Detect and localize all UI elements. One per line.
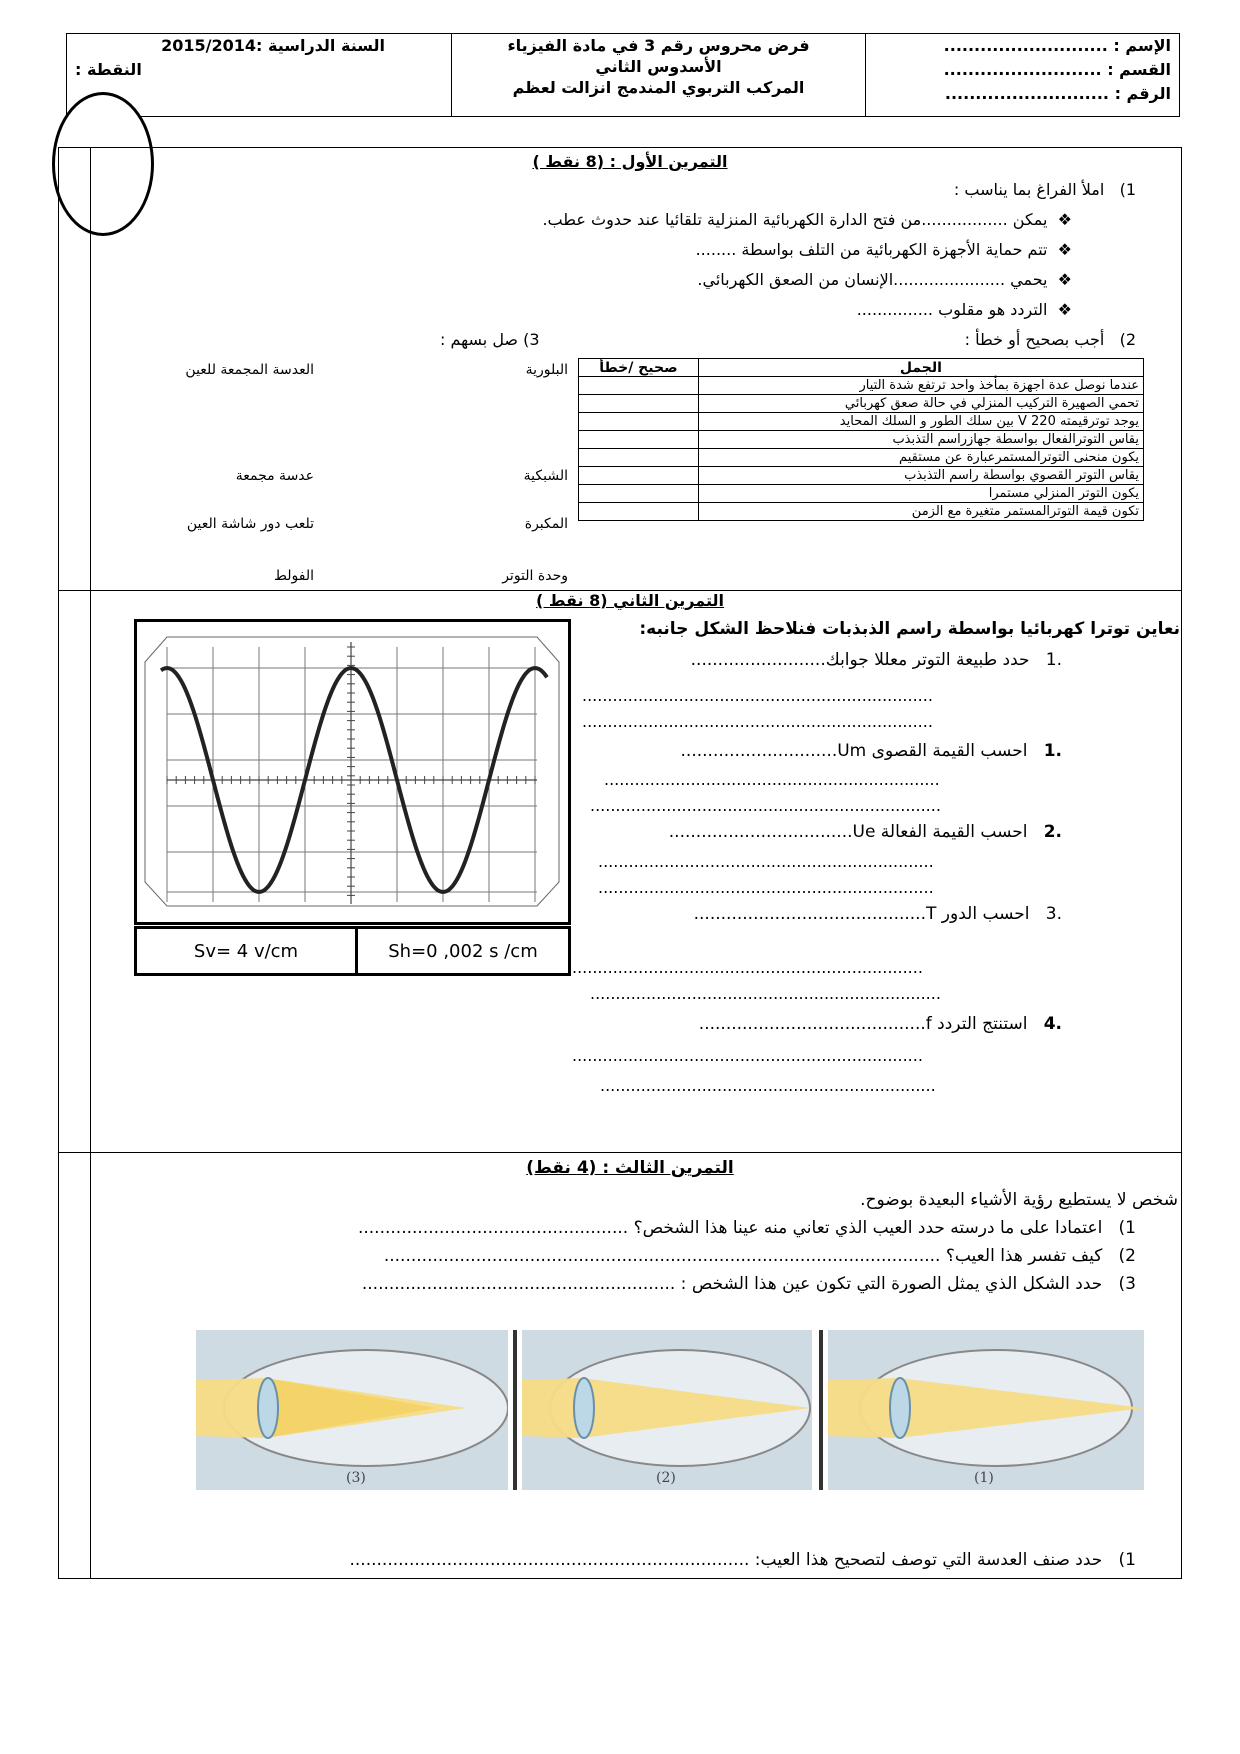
bullet-icon: ❖ (1057, 210, 1072, 229)
ex1-q1-text: املأ الفراغ بما يناسب : (953, 180, 1105, 199)
answer-cell[interactable] (579, 413, 699, 431)
match-left-item[interactable]: الشبكية (523, 468, 568, 484)
answer-dots: ..................................................................... (582, 712, 933, 731)
margin-column-line (90, 147, 91, 1579)
ex2-q-b (681, 741, 1062, 761)
ex2-q-a (691, 650, 1062, 670)
ex1-q3: 3) صل بسهم : (440, 330, 540, 349)
ex1-bullet-2-text: تتم حماية الأجهزة الكهربائية من التلف بواسطة ........ (695, 240, 1048, 259)
table-row (579, 431, 1144, 449)
ex3-title: التمرين الثالث : (4 نقط) (526, 1158, 734, 1178)
ex3-intro: شخص لا يستطيع رؤية الأشياء البعيدة بوضوح. (860, 1190, 1178, 1210)
sentence-cell: تكون قيمة التوترالمستمر متغيرة مع الزمن (698, 503, 1143, 521)
table-row (579, 377, 1144, 395)
ex2-q-e-text: استنتج التردد f.......................................... (698, 1014, 1028, 1034)
oscilloscope-frame (134, 619, 571, 925)
class-dots: .......................... (943, 60, 1102, 79)
eye-figure-3[interactable] (196, 1330, 508, 1490)
ex1-q2-text: أجب بصحيح أو خطأ : (964, 330, 1105, 349)
match-right-item[interactable]: عدسة مجمعة (235, 468, 314, 484)
scale-box (134, 926, 571, 976)
eye-figure-2[interactable] (522, 1330, 812, 1490)
figure-separator (513, 1330, 517, 1490)
number-label: الرقم : (1114, 84, 1171, 103)
match-right-item[interactable]: الفولط (273, 568, 314, 584)
ex1-q2-num: 2) (1119, 330, 1136, 349)
table-row (579, 485, 1144, 503)
answer-dots: ..................................................................... (590, 984, 941, 1003)
answer-cell[interactable] (579, 485, 699, 503)
student-info-cell (865, 34, 1179, 116)
table-row (579, 449, 1144, 467)
answer-dots: ..................................................................... (582, 686, 933, 705)
ex3-q3-num: 3) (1118, 1274, 1136, 1294)
eye-figures (196, 1330, 1144, 1490)
figure-separator (819, 1330, 823, 1490)
sentence-cell: يقاس التوتر القصوي بواسطة راسم التذبذب (698, 467, 1143, 485)
answer-dots: .................................................................. (604, 770, 940, 789)
oscilloscope-screen (137, 622, 568, 922)
match-left-item[interactable]: البلورية (525, 362, 568, 378)
answer-dots: ..................................................................... (590, 796, 941, 815)
ex1-bullet-1 (542, 210, 1072, 229)
sentence-cell: تحمي الصهيرة التركيب المنزلي في حالة صعق كهربائي (698, 395, 1143, 413)
ex1-bullet-4 (857, 300, 1072, 319)
fig-label: (2) (656, 1470, 676, 1486)
true-false-table (578, 358, 1144, 521)
ex2-q-a-text: حدد طبيعة التوتر معللا جوابك......................... (690, 650, 1030, 670)
bullet-icon: ❖ (1057, 240, 1072, 259)
bullet-icon: ❖ (1057, 300, 1072, 319)
ex1-q2 (965, 330, 1136, 349)
ex3-q1 (358, 1218, 1136, 1238)
table-row (579, 413, 1144, 431)
answer-dots: ..................................................................... (572, 958, 923, 977)
fig-label: (1) (974, 1470, 994, 1486)
sentence-cell: يوجد توترقيمته V 220 بين سلك الطور و السلك المحايد (698, 413, 1143, 431)
ex3-q2-num: 2) (1118, 1246, 1136, 1266)
ex3-q3-text: حدد الشكل الذي يمثل الصورة التي تكون عين هذا الشخص : .......................................................... (361, 1274, 1103, 1294)
ex2-q-e-num: .4 (1043, 1014, 1062, 1034)
answer-cell[interactable] (579, 395, 699, 413)
sentence-cell: يقاس التوترالفعال بواسطة جهازراسم التذبذب (698, 431, 1143, 449)
exam-title: فرض محروس رقم 3 في مادة الفيزياء (507, 36, 810, 55)
ex3-q1-text: اعتمادا على ما درسته حدد العيب الذي تعاني منه عينا هذا الشخص؟ .................................................. (357, 1218, 1103, 1238)
ex1-bullet-1-text: يمكن .................من فتح الدارة الكهربائية المنزلية تلقائيا عند حدوث عطب. (542, 210, 1048, 229)
school-year: السنة الدراسية :2015/2014 (161, 36, 385, 55)
table-row (579, 503, 1144, 521)
table-header-row (579, 359, 1144, 377)
ex1-bullet-3 (697, 270, 1072, 289)
ex3-q1-num: 1) (1118, 1218, 1136, 1238)
ex1-q1-num: 1) (1119, 180, 1136, 199)
answer-dots: .................................................................. (600, 1076, 936, 1095)
match-right-item[interactable]: تلعب دور شاشة العين (186, 516, 314, 532)
ex2-q-c (669, 822, 1062, 842)
class-label: القسم : (1107, 60, 1171, 79)
vertical-sensitivity: Sv= 4 v/cm (193, 941, 299, 962)
answer-cell[interactable] (579, 467, 699, 485)
table-row (579, 395, 1144, 413)
name-dots: ........................... (943, 36, 1108, 55)
ex1-title: التمرين الأول : (8 نقط ) (532, 152, 728, 171)
ex2-q-d (694, 904, 1062, 924)
ex2-title: التمرين الثاني (8 نقط ) (535, 591, 725, 610)
match-left-item[interactable]: المكبرة (524, 516, 568, 532)
ex2-q-d-text: احسب الدور T........................................... (693, 904, 1030, 924)
match-right-item[interactable]: العدسة المجمعة للعين (185, 362, 314, 378)
ex3-q4 (350, 1550, 1137, 1570)
col-sentences: الجمل (698, 359, 1143, 377)
ex2-q-a-num: .1 (1045, 650, 1062, 670)
ex2-q-b-text: احسب القيمة القصوى Um............................. (680, 741, 1028, 761)
ex2-intro: نعاين توترا كهربائيا بواسطة راسم الذبذبات فنلاحظ الشكل جانبه: (639, 619, 1180, 639)
sentence-cell: عندما نوصل عدة اجهزة بمأخذ واحد ترتفع شدة التيار (698, 377, 1143, 395)
ex3-q2 (384, 1246, 1136, 1266)
ex3-q2-text: كيف تفسر هذا العيب؟ ....................................................................................................... (383, 1246, 1103, 1266)
ex1-bullet-4-text: التردد هو مقلوب ............... (856, 300, 1048, 319)
score-label: النقطة : (75, 60, 142, 79)
ex3-q3 (362, 1274, 1136, 1294)
answer-dots: .................................................................. (598, 852, 934, 871)
ex2-q-c-text: احسب القيمة الفعالة Ue.................................. (668, 822, 1028, 842)
ex1-q1 (954, 180, 1136, 199)
eye-figure-1[interactable] (828, 1330, 1144, 1490)
bullet-icon: ❖ (1057, 270, 1072, 289)
name-label: الإسم : (1113, 36, 1171, 55)
answer-cell[interactable] (579, 503, 699, 521)
ex3-q4-text: حدد صنف العدسة التي توصف لتصحيح هذا العيب: .......................................................................... (349, 1550, 1103, 1570)
answer-cell[interactable] (579, 449, 699, 467)
answer-cell[interactable] (579, 377, 699, 395)
answer-dots: ..................................................................... (572, 1046, 923, 1065)
semester: الأسدوس الثاني (595, 57, 722, 76)
horizontal-sensitivity: Sh=0 ,002 s /cm (388, 941, 538, 962)
col-true-false: صحيح /خطأ (579, 359, 699, 377)
ex2-q-e (699, 1014, 1062, 1034)
sentence-cell: يكون منحنى التوترالمستمرعبارة عن مستقيم (698, 449, 1143, 467)
ex2-q-b-num: .1 (1043, 741, 1062, 761)
ex3-q4-num: 1) (1118, 1550, 1136, 1570)
sentence-cell: يكون التوتر المنزلي مستمرا (698, 485, 1143, 503)
answer-dots: .................................................................. (598, 878, 934, 897)
header-box (66, 33, 1180, 117)
ex1-bullet-3-text: يحمي ......................الإنسان من الصعق الكهربائي. (697, 270, 1048, 289)
school-name: المركب التربوي المندمج انزالت لعظم (512, 78, 805, 97)
match-left-item[interactable]: وحدة التوتر (502, 568, 568, 584)
section-divider-2 (58, 1152, 1182, 1153)
ex2-q-d-num: .3 (1045, 904, 1062, 924)
ex2-q-c-num: .2 (1043, 822, 1062, 842)
fig-label: (3) (346, 1470, 366, 1486)
number-dots: ........................... (944, 84, 1109, 103)
exam-info-cell (451, 34, 865, 116)
ex1-bullet-2 (696, 240, 1072, 259)
table-row (579, 467, 1144, 485)
answer-cell[interactable] (579, 431, 699, 449)
